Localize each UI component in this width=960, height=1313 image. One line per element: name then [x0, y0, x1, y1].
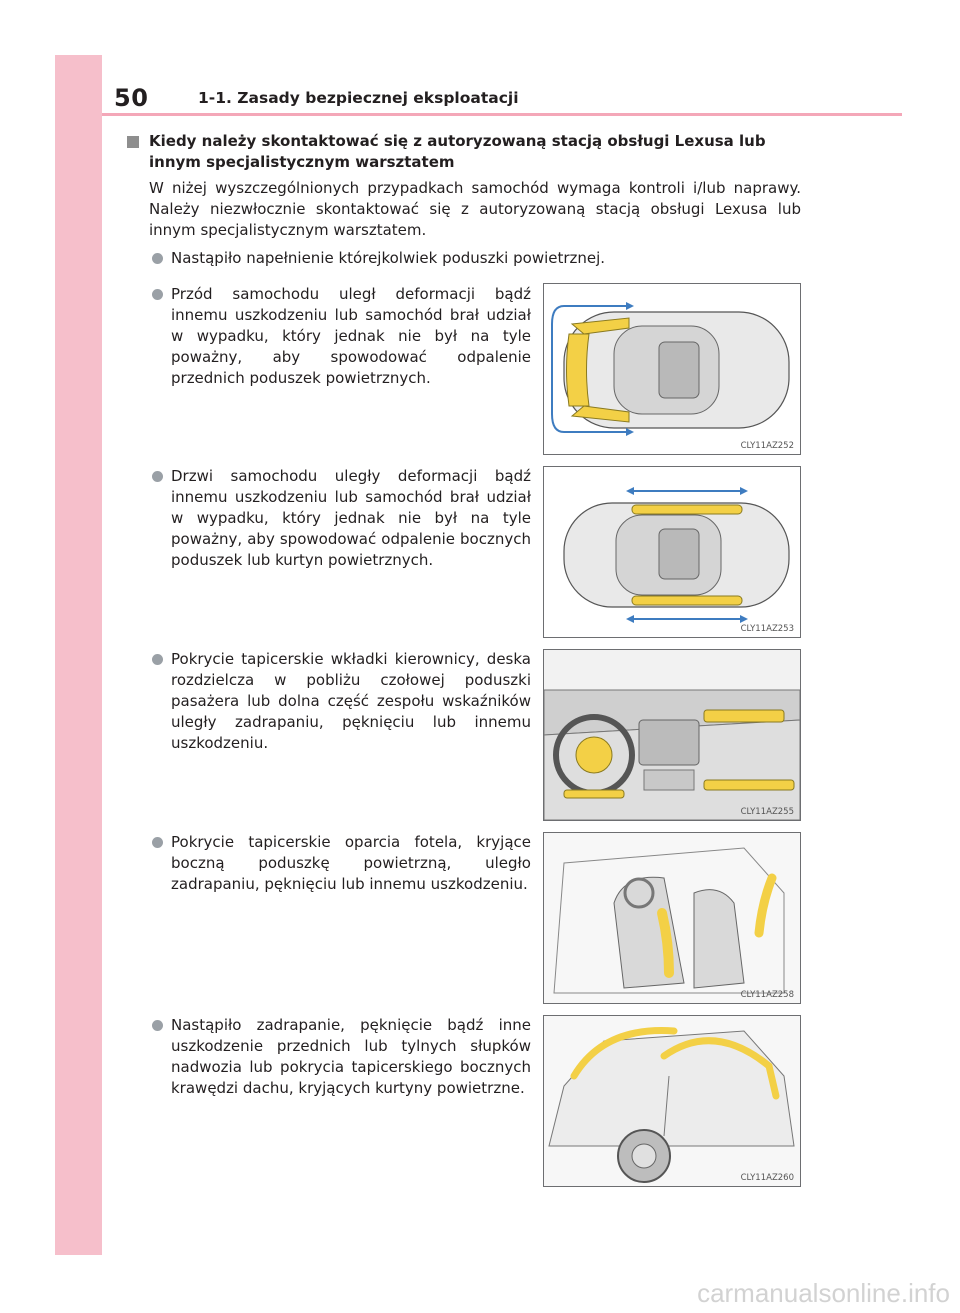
- side-color-band: [55, 55, 102, 1255]
- car-door-damage-illustration-icon: [544, 467, 800, 637]
- bullet-text: Przód samochodu uległ deformacji bądź innemu uszkodzeniu lub samochód brał udział w wypadku, który jednak nie był na tyle poważny, aby spowodować odpalenie przednich poduszek powietrznych.: [171, 285, 531, 387]
- bullet-dot-icon: [152, 1020, 163, 1031]
- header-rule: [102, 113, 902, 116]
- bullet-text: Nastąpiło napełnienie którejkolwiek poduszki powietrznej.: [171, 249, 606, 267]
- bullet-text: Pokrycie tapicerskie wkładki kierownicy, deska rozdzielcza w pobliżu czołowej poduszki pasażera lub dolna część zespołu wskaźników uległy zadrapaniu, pęknięciu lub innemu uszkodzeniu.: [171, 650, 531, 752]
- bullet-text: Pokrycie tapicerskie oparcia fotela, kryjące boczną poduszkę powietrzną, uległo zadrapaniu, pęknięciu lub innemu uszkodzeniu.: [171, 833, 531, 893]
- car-front-damage-illustration-icon: [544, 284, 800, 454]
- bullet-dot-icon: [152, 289, 163, 300]
- figure-code: CLY11AZ258: [740, 990, 794, 1000]
- page-number: 50: [114, 84, 149, 112]
- figure-door-damage: [543, 466, 801, 638]
- chapter-title: 1-1. Zasady bezpiecznej eksploatacji: [198, 89, 519, 107]
- bullet-item: [149, 1015, 531, 1099]
- bullet-dot-icon: [152, 471, 163, 482]
- figure-code: CLY11AZ255: [740, 807, 794, 817]
- figure-dashboard: [543, 649, 801, 821]
- bullet-item: [149, 832, 531, 895]
- figure-roof-pillars: [543, 1015, 801, 1187]
- bullet-item: [149, 284, 531, 389]
- bullet-item: [149, 248, 801, 269]
- figure-seat-airbag: [543, 832, 801, 1004]
- bullet-text: Drzwi samochodu uległy deformacji bądź innemu uszkodzeniu lub samochód brał udział w wypadku, który jednak nie był na tyle poważny, aby spowodować odpalenie bocznych poduszek lub kurtyn powietrznych.: [171, 467, 531, 569]
- dashboard-illustration-icon: [544, 650, 800, 820]
- bullet-item: [149, 649, 531, 754]
- figure-front-damage: [543, 283, 801, 455]
- bullet-dot-icon: [152, 837, 163, 848]
- footer-watermark-url[interactable]: carmanualsonline.info: [697, 1278, 950, 1308]
- intro-paragraph: W niżej wyszczególnionych przypadkach samochód wymaga kontroli i/lub naprawy. Należy niezwłocznie skontaktować się z autoryzowaną stacją obsługi Lexusa lub innym specjalistycznym warsztatem.: [149, 179, 801, 239]
- bullet-text: Nastąpiło zadrapanie, pęknięcie bądź inne uszkodzenie przednich lub tylnych słupków nadwozia lub pokrycia tapicerskiego bocznych krawędzi dachu, kryjących kurtyny powietrzne.: [171, 1016, 531, 1097]
- figure-code: CLY11AZ260: [740, 1173, 794, 1183]
- bullet-dot-icon: [152, 253, 163, 264]
- figure-code: CLY11AZ253: [740, 624, 794, 634]
- section-heading: Kiedy należy skontaktować się z autoryzowaną stacją obsługi Lexusa lub innym specjalistycznym warsztatem: [149, 132, 766, 171]
- bullet-item: [149, 466, 531, 571]
- roof-pillar-illustration-icon: [544, 1016, 800, 1186]
- section-square-icon: [127, 136, 139, 148]
- seat-side-airbag-illustration-icon: [544, 833, 800, 1003]
- bullet-dot-icon: [152, 654, 163, 665]
- figure-code: CLY11AZ252: [740, 441, 794, 451]
